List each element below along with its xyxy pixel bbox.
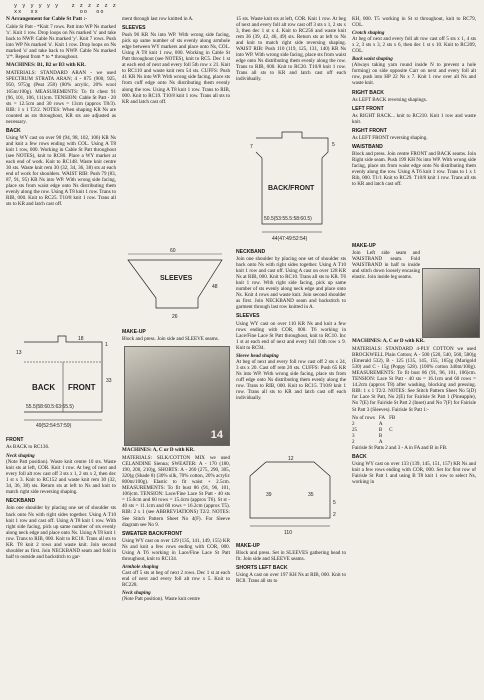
column-3-lower: [236, 246, 346, 403]
arrangement-title: N Arrangement for Cable St Patt :-: [6, 16, 88, 22]
back-heading-2: BACK: [352, 453, 367, 460]
column-1-lower: [6, 434, 116, 562]
right-front-text: As LEFT FRONT reversing shaping.: [352, 134, 428, 141]
neckband-heading-2: NECKBAND: [236, 249, 266, 255]
materials-1: MATERIALS: STANDARD ARAN - we used SPECTRUM STRATA ARAN; 4 - 875 (900, 925, 950, 975)g (Peat 258) (80% acrylic, 20% wool 165m/100g). MEASUREMENTS: To fit chest 91 (96, 101, 106, 111)cm. TENSION: Cable St Patt - 20 sts = 12.5cm and 30 rows = 13cm (approx T8/3). RIB: 1 x 1 T2/2. NOTES: When shaping KR Ns are counted as sts throughout, KR sts are adjusted as necessary.: [6, 70, 116, 125]
machines-2: MACHINES: A, C or D with KR.: [122, 447, 195, 453]
back-front-diagram-1: [6, 332, 118, 432]
needle-row-bottom: xx xx oo oo: [14, 9, 105, 15]
sleeve-diagram-2: [236, 456, 346, 538]
diagram-top-label: 18: [78, 336, 84, 342]
right-back-text: As LEFT BACK reversing shapings.: [352, 96, 428, 103]
fairisle-cell: 3: [352, 432, 355, 439]
makeup-heading-2: MAKE-UP: [236, 543, 260, 549]
fairisle-table: [352, 415, 399, 445]
makeup-text-3: Join Left side seam and WAISTBAND seam. Fold WAISTBAND in half to inside and stitch down loosely encasing elastic. Join inside leg seams.: [352, 250, 420, 281]
column-2-makeup: [122, 326, 230, 344]
diagram2-bottom: 44(47:49:52:54): [272, 236, 308, 242]
sleeves-diagram: [122, 246, 230, 324]
model-photo-1: [124, 346, 230, 446]
col4-text-1: KH, 000. T5 working in St st throughout, knit to RC79, COL.: [352, 16, 476, 29]
diagram-inner-measure: 55.5(58:60.5:63:65.5): [26, 404, 74, 410]
waistband-heading: WAISTBAND: [352, 143, 383, 150]
fairisle-cell: 25: [352, 426, 358, 433]
front-heading: FRONT: [6, 437, 24, 443]
col2-continuation: ment through last row knitted in A.: [122, 16, 194, 22]
neckband-text-1: Join one shoulder by placing one set of shoulder sts back onto Ns with right sides together. Using A T10 knit 1 row and cast off. Using A T8 knit 1 row. With right side facing, pick up same number of sts evenly along neck edge and place onto Ns. Using A T8 knit 1 row. Trans to RIB, 000. Knit to RC18. Trans all sts to KR. T8 knit 2 rows and waste knit. Join second shoulder as first. Join NECKBAND seam and fold in half to outside and backstitch to gar-: [6, 505, 116, 560]
needle-arrangement-chart: [14, 3, 117, 15]
arrangement-text: Cable St Patt - *Knit 7 rows. Patt into WP Ns marked 'x'. Knit 1 row. Drop loops on Ns marked 'x' and take back to NWP. Cable Ns marked 'y'. Knit 7 rows. Push into WP Ns marked 'o'. Knit 1 row. Drop loops on Ns marked 'o' and take back to NWP. Cable Ns marked 'z'*. Repeat from * to * throughout.: [6, 24, 116, 61]
back-text-2: Using WY cast on over 133 (139, 145, 151, 157) KR Ns and knit a few rows ending with COR, 000. Set for first row of Fairisle St Patt 1 and using B T8 knit 1 row to select Ns, working in: [352, 460, 476, 486]
diagram-left-label: 13: [16, 350, 22, 356]
back-waist-heading: Back waist shaping: [352, 56, 393, 63]
makeup-heading-1: MAKE-UP: [122, 329, 146, 335]
waistband-text: Block and press. Join centre FRONT and BACK seams. Join Right side seam. Push 199 KH Ns into WP. With wrong side facing, place sts from waist edge onto Ns distributing them evenly along the row. Using A T6 knit 1 row. Trans to 1 x 1 Rib, 000. T1/1 Knit to RC29. T10/8 knit 1 row. Trans all sts to KR and latch cast off.: [352, 150, 476, 188]
sleeves-text-2: Using WY cast on over 110 KR Ns and knit a few rows ending with COR, 000. T6 working in Lace/Fine Lace St Patt throughout, knit to RC10. Inc 1 st at each end of next and every foll 10th row x 9. Knit to RC94.: [236, 320, 346, 351]
left-front-text: As RIGHT BACK... knit to RC210. Knit 1 row and waste knit.: [352, 112, 476, 125]
fairisle-cell: A: [378, 420, 383, 427]
column-4-lower: [352, 338, 476, 487]
column-3: [236, 16, 346, 85]
sleeve-head-text: At beg of next and every foll row cast off 2 sts x 24, 3 sts x 20. Cast off rem 20 sts. CUFFS: Push 65 KR Ns into WP. With wrong side facing, place sts from cuff edge onto Ns distributing them evenly along the row. Trans to RIB, 000. Knit to RC15. T10/8 knit 1 row. Trans all sts to KR and latch cast off each individually.: [236, 358, 346, 402]
sleeves-heading-2: SLEEVES: [236, 313, 260, 320]
materials-2: MATERIALS: SILK/COTTON MIX we used CELANDINE Sienna; SWEATER: A - 170 (180, 190, 200, 210)g, SHORTS: A - 260 (275, 290, 305, 320)g (Shade 8) (30% silk, 70% cotton, 20% acrylic 800m/100g). Elastic to fit waist + 2.5cm. MEASUREMENTS: To fit bust 86 (91, 96, 101, 106)cm. TENSION: Lace/Fine Lace St Patt - 40 sts = 15.6cm and 60 rows = 15.4cm (approx T6). St st - 40 sts = 11.1cm and 60 rows = 16.2cm (approx T5). RIB: 2 x 1 (see ABBREVIATIONS) T2/2. NOTES: See Stitch Pattern Sheet No 4(F). For Sleeve diagram see No 9.: [122, 455, 230, 528]
fairisle-header-cell: FB: [389, 414, 396, 421]
crotch-text: At beg of next and every foll alt row cast off 5 sts x 1, 4 sts x 2, 3 sts x 3, 2 sts x 6, then dec 1 st x 10. Knit to RC209, COL.: [352, 36, 476, 55]
fairisle-cell: C: [389, 426, 393, 433]
front-text: As BACK to RC136.: [6, 444, 50, 451]
neck-shaping-heading-2: Neck shaping: [122, 590, 151, 597]
neckband-heading-1: NECKBAND: [6, 498, 36, 505]
model-photo-2: [422, 268, 480, 338]
sleeve2-d: 2: [333, 512, 336, 518]
back-waist-text: (Always taking yarn round inside N to prevent a hole forming) on side opposite Carr on next and every foll alt row, push into HP 22 Ns x 7. Knit 1 row over all Ns and waste knit.: [352, 62, 476, 87]
fairisle-header-cell: No of rows: [352, 414, 375, 421]
armhole-heading: Armhole shaping: [122, 563, 159, 570]
sleeve-cuff-measure: 26: [172, 314, 178, 320]
makeup-heading-3: MAKE-UP: [352, 243, 376, 249]
right-back-heading: RIGHT BACK: [352, 89, 384, 96]
neck-shaping-text-1: (Note Patt position). Waste knit centre 10 sts. Waste knit sts at left, COR. Knit 1 row. At beg of next and every foll alt row cast off 3 sts x 1, 2 sts x 2, then dec 1 st x 3. Knit to RC152 and waste knit rem 30 (32, 34, 36, 38) sts. Return sts at left to Ns and knit to match right side reversing shaping.: [6, 459, 116, 496]
fairisle-cell: B: [378, 432, 383, 439]
fairisle-cell: A: [378, 438, 383, 445]
sleeve2-c: 5: [333, 500, 336, 506]
sweater-back-front-text: Using WY cast on over 129 (135, 141, 149, 155) KR Ns and knit a few rows ending with COR, 000. Using A T6 working in Lace/Fine Lace St Patt throughout, knit to RC134.: [122, 537, 230, 562]
sleeve-top-measure: 60: [170, 248, 176, 254]
shorts-left-back-text: Using A cast on over 197 KH Ns at RIB, 000. Knit to RC8. Trans all sts to: [236, 572, 346, 585]
back-heading: BACK: [6, 127, 21, 134]
neck-shaping-text-2: (Note Patt position). Waste knit centre: [122, 596, 200, 603]
fairisle-cell: 2: [352, 420, 355, 427]
diagram2-label: BACK/FRONT: [268, 185, 315, 192]
diagram2-side1: 5: [332, 142, 335, 148]
machines-3: MACHINES: A, C or D with KR.: [352, 338, 425, 344]
needle-row-top: y y y y y y z z z z z z: [14, 3, 117, 9]
column-4: [352, 16, 476, 189]
right-front-heading: RIGHT FRONT: [352, 127, 387, 134]
page-number: 14: [210, 429, 223, 441]
col3-text-1: 15 sts. Waste knit sts at left, COR. Knit 1 row. At beg of next and every foll alt row cast off 3 sts x 1, 2 sts x 3, then dec 1 st x 4. Knit to RC256 and waste knit rem 36 (39, 42, 46, 49) sts. Return sts at left to Ns and knit to match right side reversing shaping. WAIST RIB: Push 110 (119, 125, 131, 140) KR Ns into WP. With wrong side facing, place sts from waist edge onto Ns distributing them evenly along the row. Trans to RIB, 000. Knit to RC20. T10/8 knit 1 row. Trans all sts to KR and latch cast off each individually.: [236, 16, 346, 83]
makeup-text-2: Block and press. Set in SLEEVES gathering head to fit. Join side and SLEEVE seams.: [236, 550, 346, 563]
column-2-lower: [122, 447, 230, 604]
sleeve-head-heading: Sleeve head shaping: [236, 352, 279, 359]
sleeves-heading-1: SLEEVES: [122, 25, 146, 32]
sleeve2-bottom: 110: [284, 530, 292, 536]
diagram2-side2: 7: [250, 144, 253, 150]
sleeve-side-measure: 48: [212, 284, 218, 290]
diagram-side-label: 33: [106, 378, 112, 384]
neck-shaping-heading-1: Neck shaping: [6, 453, 35, 460]
sleeve2-b: 35: [308, 492, 314, 498]
diagram-bottom-measure: 49(52:54:57:59): [36, 423, 72, 429]
diagram2-inner: 50.5(53:55.5:58:60.5): [264, 216, 312, 222]
column-3-bottom: [236, 540, 346, 586]
back-text: Using WY cast on over 90 (94, 98, 102, 106) KR Ns and knit a few rows ending with COL. Using A T8 knit 1 row, 000. Working in Cable St Patt throughout (see NOTES), knit to RC80. Place a WY marker at each end of work. Knit to RC148. Waste knit centre 30 sts. Waste knit rem 30 (32, 34, 36, 38) sts at each end of work for shoulders. WAIST RIB: Push 79 (83, 87, 91, 95) KR Ns into WP. With wrong side facing, place sts from waist edge onto Ns distributing them evenly along the row. Using A T8 knit 1 row. Trans to RIB, 000. Knit to RC25. T10/8 knit 1 row. Trans all sts to KR and latch cast off.: [6, 134, 116, 208]
materials-3: MATERIALS: STANDARD 4-PLY COTTON we used BROCKWELL Plain Cotton; A - 500 (520, 540, 560, 580)g (Emerald 532), B - 125 (135, 145, 155, 165)g (Marigold 530) and C - 15g (Poppy 528). (100% cotton 340m/100g). MEASUREMENTS: To fit bust 86 (91, 96, 101, 106)cm. TENSION: Lace St Patt - 40 sts = 16.1cm and 60 rows = 14.2cm (approx T8) after washing, blocking and pressing. RIB: 1 x 1 T2/2. NOTES: See Stitch Pattern Sheet No 5(D) for Lace St Patt, No 2(E) for Fairisle St Patt 1 (Pineapple), No 7(E) for Fairisle St Patt 2 (Inset) and No 7(F) for Fairisle St Patt 3 (Sleeves). Fairisle St Patt 1:-: [352, 346, 476, 413]
neckband-text-2: Join one shoulder by placing one set of shoulder sts back onto Ns with right sides together. Using A T10 knit 1 row and cast off. Using A cast on over 128 KR Ns at RIB, 000. Knit to RC10. Trans all sts to KR. T6 knit 1 row. With right side facing, pick up same number of sts evenly along neck edge and place onto Ns. Knit 4 rows and waste knit. Join second shoulder as first. Join NECKBAND seam and backstitch to garment through last row knitted in A.: [236, 256, 346, 311]
column-1: [6, 16, 116, 209]
sleeve-label: SLEEVES: [160, 275, 193, 282]
fairisle-header-cell: FA: [378, 414, 386, 421]
fairisle-cell: 2: [352, 438, 355, 445]
crotch-heading: Crotch shaping: [352, 30, 385, 37]
sleeve2-top: 12: [288, 456, 294, 462]
diagram-right-label: 1: [105, 342, 108, 348]
back-front-diagram-2: [236, 130, 348, 244]
shorts-left-back-heading: SHORTS LEFT BACK: [236, 565, 288, 572]
left-front-heading: LEFT FRONT: [352, 105, 384, 112]
sleeves-text-1: Push 96 KR Ns into WP. With wrong side facing, pick up same number of sts evenly along armhole edge between WY markers and place onto Ns, COL. Using A T8 knit 1 row, 000. Working in Cable St Patt throughout (see NOTES), knit to RC5. Dec 1 st at each end of next and every foll 5th row x 21. Knit to RC110 and waste knit rem 54 sts. CUFFS: Push 41 KR Ns into WP. With wrong side facing, place sts from cuff edge onto Ns distributing them evenly along the row. Using A T8 knit 1 row. Trans to RIB, 000. Knit to RC19. T10/8 knit 1 row. Trans all sts to KR and latch cast off.: [122, 32, 230, 105]
diagram-back-label: BACK: [32, 383, 56, 392]
column-2: [122, 16, 230, 107]
diagram-front-label: FRONT: [68, 383, 96, 392]
fairisle-note: Fairisle St Patts 2 and 3 - A in FA and B in FB.: [352, 444, 448, 451]
armhole-text: Cast off 5 sts at beg of next 2 rows. Dec 1 st at each end of next and every foll alt row x 5. Knit to RC228.: [122, 569, 230, 588]
column-4-makeup: [352, 240, 420, 282]
makeup-text-1: Block and press. Join side and SLEEVE seams.: [122, 336, 219, 343]
sleeve2-a: 39: [266, 492, 272, 498]
sweater-back-front-heading: SWEATER BACK/FRONT: [122, 530, 183, 537]
fairisle-cell: B: [378, 426, 383, 433]
machines-1: MACHINES: B1, B2 or B3 with KR.: [6, 62, 86, 69]
